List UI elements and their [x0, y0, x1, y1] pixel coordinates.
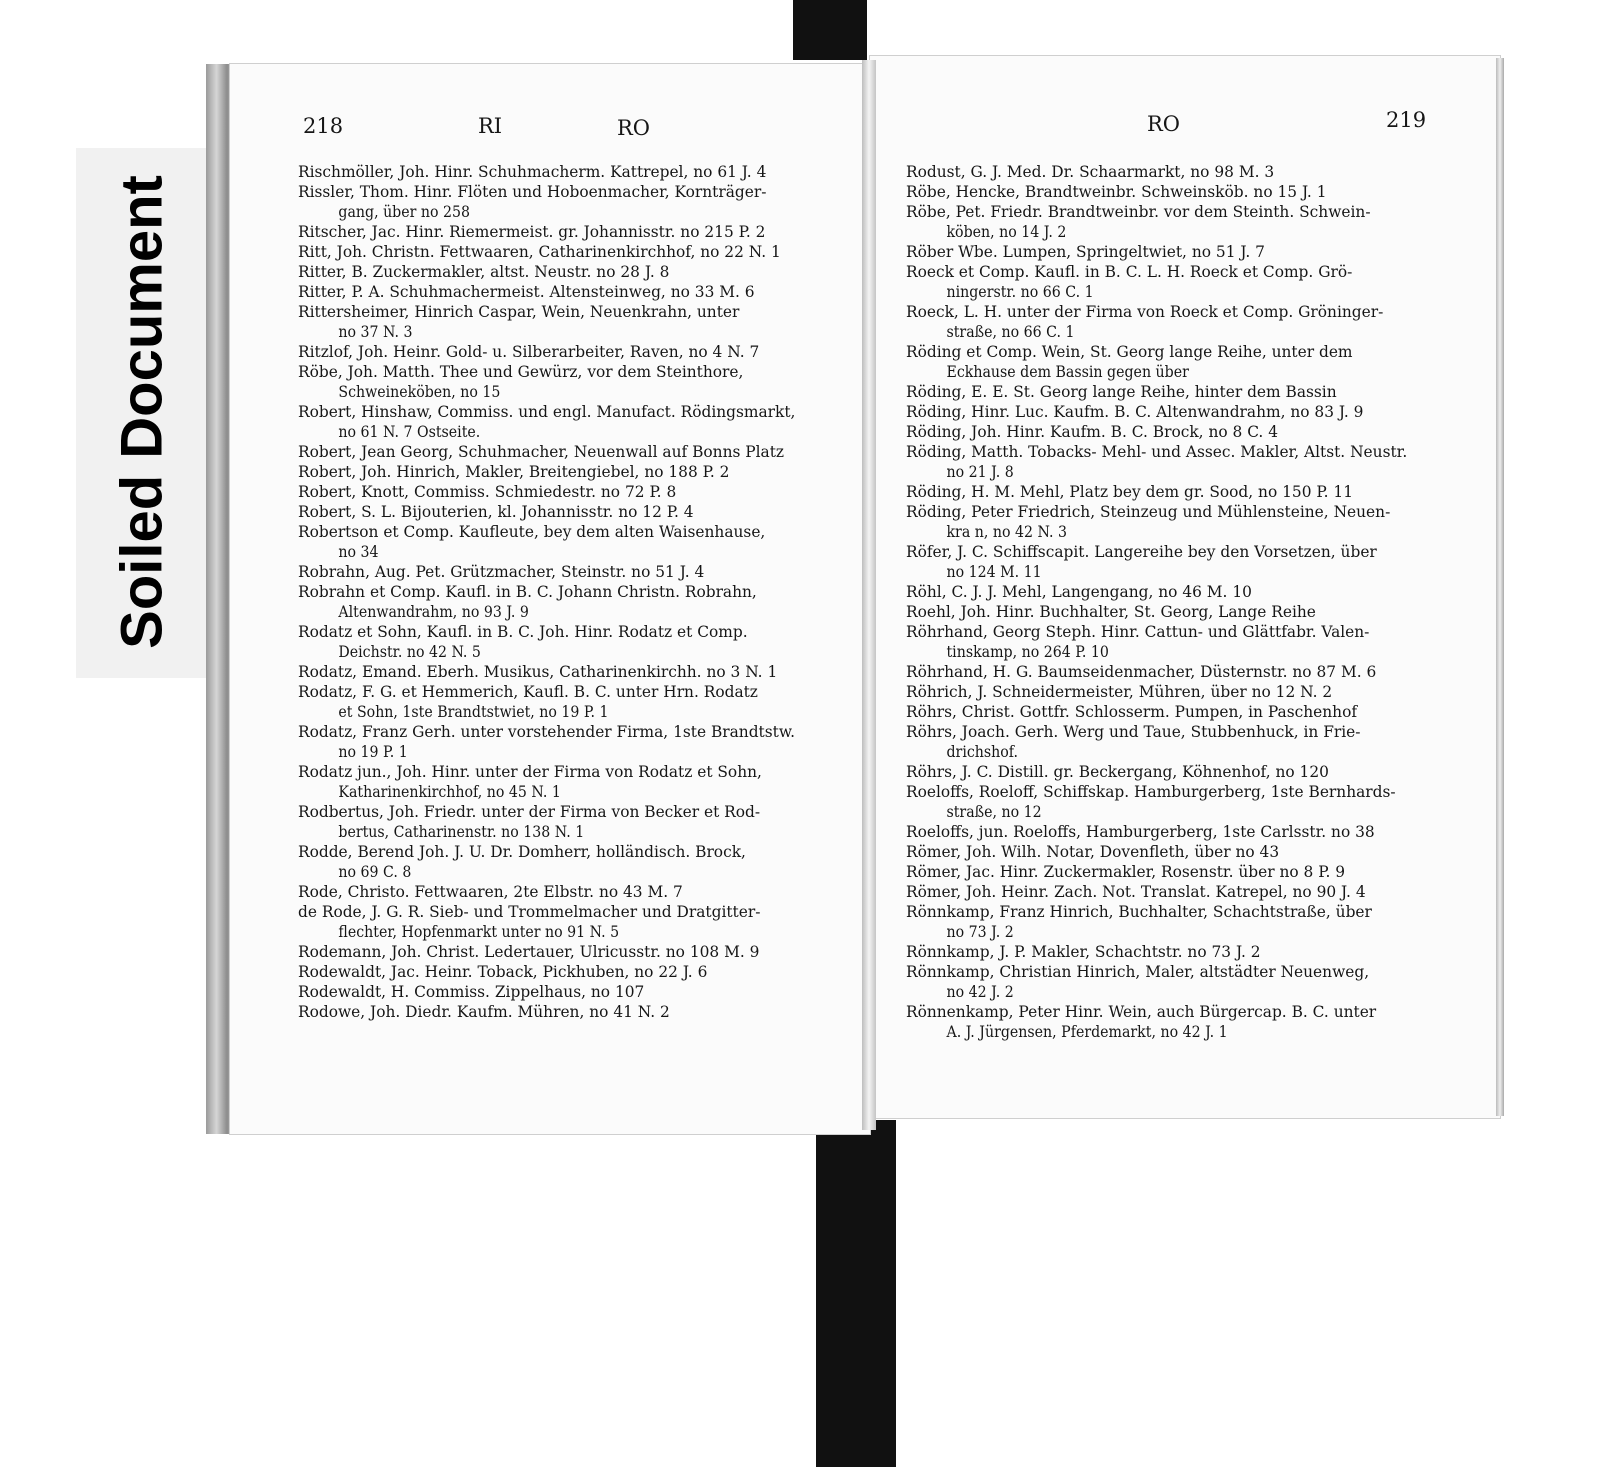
entry-continuation-line: straße, no 66 C. 1	[946, 323, 1075, 341]
entry-line: Römer, Joh. Heinr. Zach. Not. Translat. Katrepel, no 90 J. 4	[906, 883, 1366, 901]
entry-continuation-line: kra n, no 42 N. 3	[946, 523, 1068, 541]
entry-line: de Rode, J. G. R. Sieb- und Trommelmacher und Dratgitter-	[298, 903, 761, 921]
entry-line: Röding, H. M. Mehl, Platz bey dem gr. Sood, no 150 P. 11	[906, 483, 1354, 501]
entry-line: Rittersheimer, Hinrich Caspar, Wein, Neuenkrahn, unter	[298, 303, 740, 321]
entry-line: Röbe, Pet. Friedr. Brandtweinbr. vor dem Steinth. Schwein-	[906, 203, 1371, 221]
entry-line: Röhrs, Christ. Gottfr. Schlosserm. Pumpen, in Paschenhof	[906, 703, 1358, 721]
entry-continuation-line: no 21 J. 8	[946, 463, 1014, 481]
entry-line: Röhl, C. J. J. Mehl, Langengang, no 46 M. 10	[906, 583, 1252, 601]
entry-line: Roehl, Joh. Hinr. Buchhalter, St. Georg, Lange Reihe	[906, 603, 1316, 621]
entry-line: Röding, E. E. St. Georg lange Reihe, hinter dem Bassin	[906, 383, 1337, 401]
entry-line: Röding, Hinr. Luc. Kaufm. B. C. Altenwandrahm, no 83 J. 9	[906, 403, 1364, 421]
ribbon-bottom	[816, 1120, 896, 1467]
entry-line: Rode, Christo. Fettwaaren, 2te Elbstr. no 43 M. 7	[298, 883, 683, 901]
entry-line: Ritter, P. A. Schuhmachermeist. Altensteinweg, no 33 M. 6	[298, 283, 755, 301]
entry-line: Robertson et Comp. Kaufleute, bey dem alten Waisenhause,	[298, 523, 766, 541]
entry-continuation-line: no 19 P. 1	[338, 743, 408, 761]
ribbon-top	[793, 0, 867, 60]
entry-line: Röbe, Joh. Matth. Thee und Gewürz, vor dem Steinthore,	[298, 363, 744, 381]
entry-line: Robert, Hinshaw, Commiss. und engl. Manufact. Rödingsmarkt,	[298, 403, 796, 421]
entry-line: Rodbertus, Joh. Friedr. unter der Firma von Becker et Rod-	[298, 803, 761, 821]
entry-continuation-line: Deichstr. no 42 N. 5	[338, 643, 481, 661]
entry-line: Röhrhand, Georg Steph. Hinr. Cattun- und Glättfabr. Valen-	[906, 623, 1370, 641]
entry-continuation-line: no 61 N. 7 Ostseite.	[338, 423, 481, 441]
left-header-ro: RO	[617, 116, 651, 140]
entry-line: Römer, Joh. Wilh. Notar, Dovenfleth, über no 43	[906, 843, 1280, 861]
entry-continuation-line: bertus, Catharinenstr. no 138 N. 1	[338, 823, 585, 841]
entry-continuation-line: no 124 M. 11	[946, 563, 1042, 581]
entry-continuation-line: Katharinenkirchhof, no 45 N. 1	[338, 783, 561, 801]
entry-line: Römer, Jac. Hinr. Zuckermakler, Rosenstr. über no 8 P. 9	[906, 863, 1346, 881]
entry-line: Robert, S. L. Bijouterien, kl. Johannisstr. no 12 P. 4	[298, 503, 694, 521]
entry-continuation-line: no 34	[338, 543, 379, 561]
right-page-edge	[1496, 58, 1504, 1116]
entry-continuation-line: flechter, Hopfenmarkt unter no 91 N. 5	[338, 923, 620, 941]
entry-line: Rönnenkamp, Peter Hinr. Wein, auch Bürgercap. B. C. unter	[906, 1003, 1377, 1021]
entry-line: Robrahn, Aug. Pet. Grützmacher, Steinstr. no 51 J. 4	[298, 563, 705, 581]
entry-continuation-line: no 73 J. 2	[946, 923, 1014, 941]
entry-line: Röbe, Hencke, Brandtweinbr. Schweinsköb. no 15 J. 1	[906, 183, 1327, 201]
entry-continuation-line: tinskamp, no 264 P. 10	[946, 643, 1109, 661]
entry-line: Robrahn et Comp. Kaufl. in B. C. Johann Christn. Robrahn,	[298, 583, 757, 601]
entry-continuation-line: drichshof.	[946, 743, 1019, 761]
right-page-number: 219	[1386, 108, 1427, 132]
entry-line: Rodatz, Emand. Eberh. Musikus, Catharinenkirchh. no 3 N. 1	[298, 663, 778, 681]
entry-line: Rönnkamp, J. P. Makler, Schachtstr. no 73 J. 2	[906, 943, 1261, 961]
entry-line: Ritter, B. Zuckermakler, altst. Neustr. no 28 J. 8	[298, 263, 670, 281]
entry-line: Ritt, Joh. Christn. Fettwaaren, Catharinenkirchhof, no 22 N. 1	[298, 243, 781, 261]
entry-line: Roeck, L. H. unter der Firma von Roeck et Comp. Gröninger-	[906, 303, 1384, 321]
soiled-document-stamp: Soiled Document	[109, 175, 175, 649]
entry-continuation-line: et Sohn, 1ste Brandtstwiet, no 19 P. 1	[338, 703, 609, 721]
book-gutter	[862, 60, 876, 1130]
entry-line: Rodde, Berend Joh. J. U. Dr. Domherr, holländisch. Brock,	[298, 843, 746, 861]
entry-continuation-line: Altenwandrahm, no 93 J. 9	[338, 603, 529, 621]
entry-line: Röding, Peter Friedrich, Steinzeug und Mühlensteine, Neuen-	[906, 503, 1391, 521]
entry-continuation-line: gang, über no 258	[338, 203, 470, 221]
entry-line: Roeloffs, jun. Roeloffs, Hamburgerberg, 1ste Carlsstr. no 38	[906, 823, 1375, 841]
entry-continuation-line: Eckhause dem Bassin gegen über	[946, 363, 1189, 381]
entry-continuation-line: no 69 C. 8	[338, 863, 412, 881]
entry-line: Röding, Joh. Hinr. Kaufm. B. C. Brock, no 8 C. 4	[906, 423, 1279, 441]
entry-line: Ritzlof, Joh. Heinr. Gold- u. Silberarbeiter, Raven, no 4 N. 7	[298, 343, 760, 361]
entry-continuation-line: straße, no 12	[946, 803, 1042, 821]
entry-line: Roeck et Comp. Kaufl. in B. C. L. H. Roeck et Comp. Grö-	[906, 263, 1353, 281]
left-header-ri: RI	[478, 114, 503, 138]
entry-line: Rodatz et Sohn, Kaufl. in B. C. Joh. Hinr. Rodatz et Comp.	[298, 623, 748, 641]
entry-line: Röber Wbe. Lumpen, Springeltwiet, no 51 J. 7	[906, 243, 1265, 261]
entry-line: Röhrs, Joach. Gerh. Werg und Taue, Stubbenhuck, in Frie-	[906, 723, 1361, 741]
entry-line: Rönnkamp, Franz Hinrich, Buchhalter, Schachtstraße, über	[906, 903, 1372, 921]
entry-line: Rönnkamp, Christian Hinrich, Maler, altstädter Neuenweg,	[906, 963, 1370, 981]
entry-line: Rissler, Thom. Hinr. Flöten und Hoboenmacher, Kornträger-	[298, 183, 767, 201]
entry-continuation-line: no 37 N. 3	[338, 323, 413, 341]
entry-line: Roeloffs, Roeloff, Schiffskap. Hamburgerberg, 1ste Bernhards-	[906, 783, 1396, 801]
entry-line: Robert, Jean Georg, Schuhmacher, Neuenwall auf Bonns Platz	[298, 443, 785, 461]
entry-line: Rodowe, Joh. Diedr. Kaufm. Mühren, no 41 N. 2	[298, 1003, 670, 1021]
entry-line: Rodust, G. J. Med. Dr. Schaarmarkt, no 98 M. 3	[906, 163, 1275, 181]
entry-line: Rodatz, Franz Gerh. unter vorstehender Firma, 1ste Brandtstw.	[298, 723, 796, 741]
entry-line: Röding, Matth. Tobacks- Mehl- und Assec. Makler, Altst. Neustr.	[906, 443, 1408, 461]
entry-line: Röhrs, J. C. Distill. gr. Beckergang, Köhnenhof, no 120	[906, 763, 1329, 781]
entry-continuation-line: köben, no 14 J. 2	[946, 223, 1067, 241]
entry-continuation-line: A. J. Jürgensen, Pferdemarkt, no 42 J. 1	[946, 1023, 1228, 1041]
entry-line: Rodatz, F. G. et Hemmerich, Kaufl. B. C. unter Hrn. Rodatz	[298, 683, 758, 701]
entry-line: Rodatz jun., Joh. Hinr. unter der Firma von Rodatz et Sohn,	[298, 763, 762, 781]
entry-line: Ritscher, Jac. Hinr. Riemermeist. gr. Johannisstr. no 215 P. 2	[298, 223, 766, 241]
entry-continuation-line: ningerstr. no 66 C. 1	[946, 283, 1094, 301]
entry-line: Röhrich, J. Schneidermeister, Mühren, über no 12 N. 2	[906, 683, 1333, 701]
entry-continuation-line: Schweineköben, no 15	[338, 383, 501, 401]
entry-line: Rodewaldt, H. Commiss. Zippelhaus, no 107	[298, 983, 645, 1001]
entry-line: Robert, Knott, Commiss. Schmiedestr. no 72 P. 8	[298, 483, 677, 501]
entry-line: Röding et Comp. Wein, St. Georg lange Reihe, unter dem	[906, 343, 1353, 361]
entry-line: Röhrhand, H. G. Baumseidenmacher, Düsternstr. no 87 M. 6	[906, 663, 1377, 681]
entry-line: Rodewaldt, Jac. Heinr. Toback, Pickhuben, no 22 J. 6	[298, 963, 708, 981]
entry-line: Rischmöller, Joh. Hinr. Schuhmacherm. Kattrepel, no 61 J. 4	[298, 163, 767, 181]
left-entry-list	[298, 162, 844, 1022]
entry-continuation-line: no 42 J. 2	[946, 983, 1014, 1001]
entry-line: Rodemann, Joh. Christ. Ledertauer, Ulricusstr. no 108 M. 9	[298, 943, 760, 961]
entry-line: Röfer, J. C. Schiffscapit. Langereihe bey den Vorsetzen, über	[906, 543, 1377, 561]
left-page-number: 218	[303, 114, 344, 138]
right-entry-list	[906, 162, 1456, 1042]
right-header-ro: RO	[1147, 112, 1181, 136]
entry-line: Robert, Joh. Hinrich, Makler, Breitengiebel, no 188 P. 2	[298, 463, 730, 481]
